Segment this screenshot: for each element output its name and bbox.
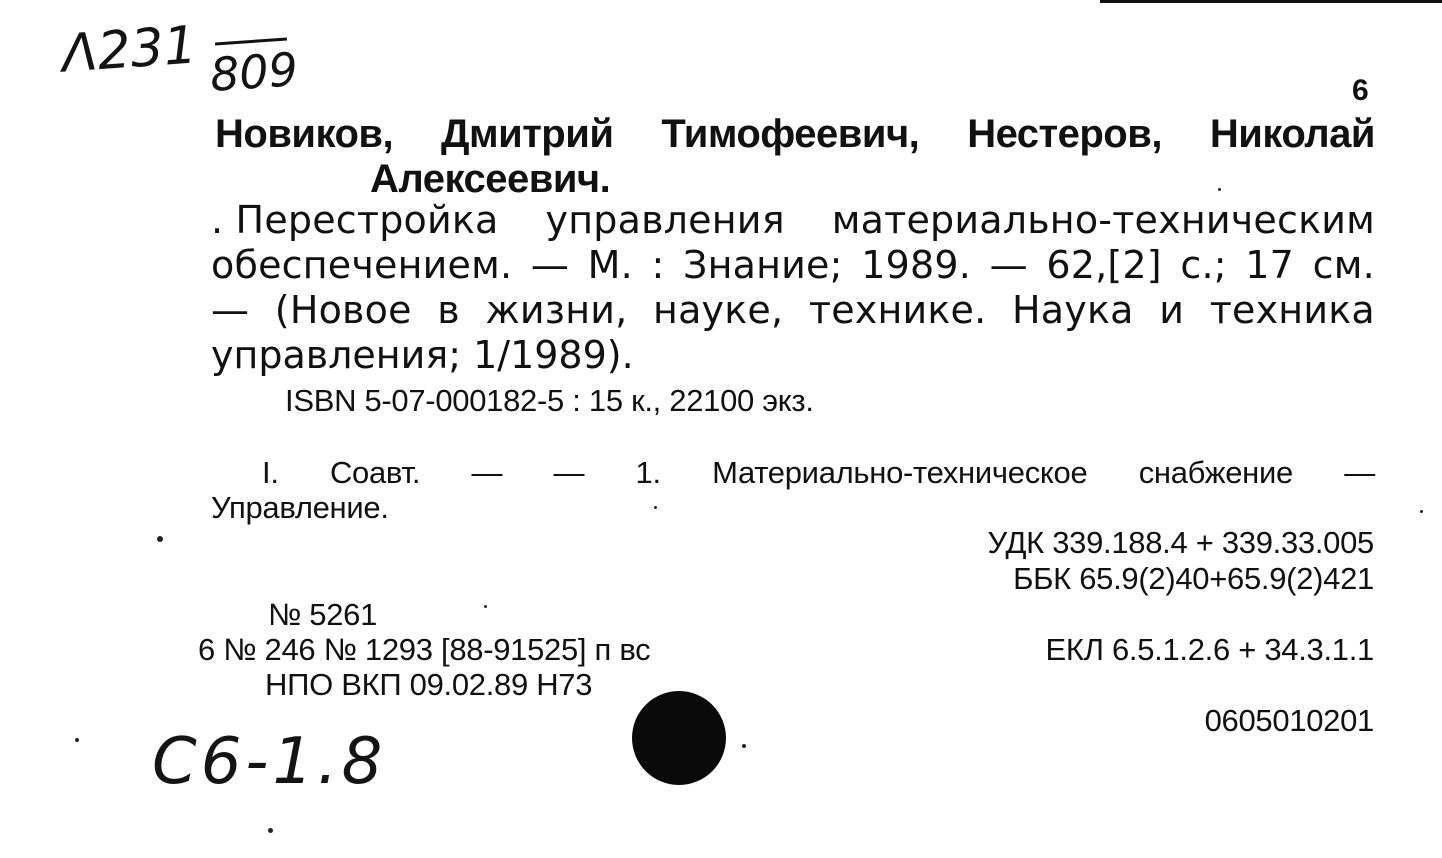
subjects-line-2: Управление.	[211, 490, 389, 525]
description-word: обеспечением.	[211, 243, 513, 287]
top-rule	[1100, 0, 1442, 3]
subject-word: Соавт.	[329, 455, 421, 490]
description-word: технике.	[808, 288, 987, 332]
author-word: Новиков,	[215, 112, 394, 156]
description-word: управления	[545, 198, 785, 242]
registry-line-3: НПО ВКП 09.02.89 Н73	[265, 667, 593, 702]
scan-speck	[75, 738, 79, 742]
description-word: в	[437, 288, 460, 332]
description-word: 62,[2]	[1046, 243, 1162, 287]
subject-word: 1.	[635, 455, 661, 490]
description-word: материально-техническим	[831, 198, 1375, 242]
description-word: техника	[1209, 288, 1375, 332]
handwritten-code-bottom: C6-1.8	[152, 725, 387, 799]
authors-line-1	[215, 112, 1375, 157]
description-word: см.	[1312, 243, 1375, 287]
subjects-line-1	[262, 455, 1375, 491]
description-word: 1989.	[861, 243, 971, 287]
scan-speck	[1218, 188, 1221, 191]
subject-word: —	[1344, 455, 1375, 490]
description-word: жизни,	[485, 288, 628, 332]
subject-word: Материально-техническое	[712, 455, 1088, 490]
subject-word: —	[471, 455, 503, 490]
description-word: науке,	[653, 288, 784, 332]
description-word: —	[530, 243, 570, 287]
scan-speck	[1420, 510, 1423, 513]
authors-line-2: Алексеевич.	[370, 157, 611, 201]
subject-word: —	[553, 455, 585, 490]
description-word: —	[989, 243, 1028, 287]
handwritten-code-top: Λ231	[60, 15, 199, 85]
description-word: М.	[587, 243, 633, 287]
scan-speck	[654, 506, 657, 509]
description-word: 17	[1245, 243, 1295, 287]
description-word: Наука	[1012, 288, 1134, 332]
author-word: Тимофеевич,	[661, 112, 920, 156]
subject-word: I.	[262, 455, 279, 490]
isbn-line: ISBN 5-07-000182-5 : 15 к., 22100 экз.	[285, 383, 814, 418]
description-word: . Перестройка	[211, 198, 499, 242]
description-word: Знание;	[683, 243, 843, 287]
scan-speck	[268, 828, 273, 833]
catalog-code: 0605010201	[1204, 703, 1374, 738]
description-word: :	[651, 243, 665, 287]
scan-speck	[742, 744, 746, 748]
author-word: Нестеров,	[967, 112, 1162, 156]
scan-speck	[157, 536, 163, 542]
card-number: 6	[1352, 74, 1369, 107]
author-word: Дмитрий	[441, 112, 614, 156]
description-word: с.;	[1180, 243, 1227, 287]
subject-word: снабжение	[1138, 455, 1293, 490]
description-word: —	[211, 288, 250, 332]
udk-code: УДК 339.188.4 + 339.33.005	[987, 525, 1374, 560]
registry-line-2: 6 № 246 № 1293 [88-91525] п вс	[198, 632, 651, 667]
description-line-1	[211, 198, 1375, 242]
ekl-code: ЕКЛ 6.5.1.2.6 + 34.3.1.1	[1045, 632, 1374, 667]
registry-number: № 5261	[268, 597, 378, 632]
bbk-code: ББК 65.9(2)40+65.9(2)421	[1013, 561, 1374, 596]
description-line-3	[211, 288, 1375, 332]
description-word: и	[1159, 288, 1185, 332]
description-word: (Новое	[274, 288, 412, 332]
author-word: Николай	[1209, 112, 1375, 156]
handwritten-subcode-top: 809	[208, 42, 300, 102]
description-line-4: управления; 1/1989).	[211, 333, 634, 377]
description-line-2	[211, 243, 1375, 287]
scan-speck	[484, 605, 487, 608]
punch-hole	[632, 691, 726, 785]
